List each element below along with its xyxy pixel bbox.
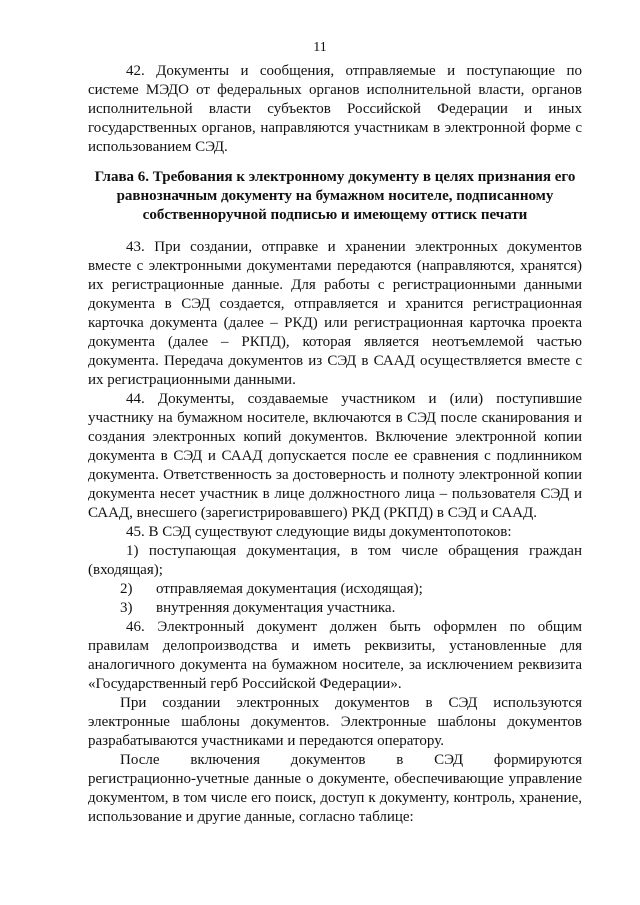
- paragraph-line: системе МЭДО от федеральных органов исполнительной власти, органов: [88, 82, 582, 98]
- paragraph-line: их регистрационными данными.: [88, 372, 296, 388]
- paragraph-line: СААД, внесшего (зарегистрировавшего) РКД (РКПД) в СЭД и СААД.: [88, 505, 538, 521]
- paragraph-line: государственных органов, направляются участникам в электронной форме с: [88, 120, 582, 136]
- paragraph-line: документа. Ответственность за достоверность и полноту электронной копии: [88, 467, 582, 483]
- list-number: 3): [120, 600, 133, 616]
- chapter-heading: [88, 168, 582, 225]
- paragraph-line: документа несет участник в лице должностного лица – пользователя СЭД и: [88, 486, 582, 502]
- paragraph-line: разрабатываются участниками и передаются оператору.: [88, 733, 444, 749]
- list-item-1-cont: (входящая);: [88, 562, 163, 578]
- paragraph-line: документа (далее – РКПД), которая является неотъемлемой частью: [88, 334, 582, 350]
- paragraph-line: их регистрационные данные. Для работы с регистрационными данными: [88, 277, 582, 293]
- paragraph-registration-data: [88, 751, 582, 827]
- paragraph-45: [88, 523, 582, 618]
- paragraph-line: регистрационно-учетные данные о документе, обеспечивающие управление: [88, 771, 582, 787]
- paragraph-line: После включения документов в СЭД формируются: [120, 752, 582, 768]
- list-text: отправляемая документация (исходящая);: [156, 581, 423, 597]
- paragraph-43: [88, 238, 582, 390]
- paragraph-line: 43. При создании, отправке и хранении электронных документов: [126, 239, 582, 255]
- list-item-1: 1) поступающая документация, в том числе обращения граждан: [126, 543, 582, 559]
- heading-line: собственноручной подписью и имеющему оттиск печати: [142, 207, 528, 223]
- paragraph-line: документа в СЭД и СААД допускается после ее сравнения с подлинником: [88, 448, 582, 464]
- paragraph-46: [88, 618, 582, 694]
- paragraph-line: документа. Передача документов из СЭД в СААД осуществляется вместе с: [88, 353, 582, 369]
- paragraph-42: [88, 62, 582, 157]
- paragraph-line: 45. В СЭД существуют следующие виды документопотоков:: [126, 524, 512, 540]
- paragraph-line: вместе с электронными документами передаются (направляются, хранятся): [88, 258, 582, 274]
- list-item-2: [88, 580, 582, 599]
- paragraph-line: исполнительной власти субъектов Российской Федерации и иных: [88, 101, 582, 117]
- paragraph-line: правилам делопроизводства и иметь реквизиты, установленные для: [88, 638, 582, 654]
- paragraph-line: документом, в том числе его поиск, доступ к документу, контроль, хранение,: [88, 790, 582, 806]
- paragraph-templates: [88, 694, 582, 751]
- list-item-3: [88, 599, 582, 618]
- page-number: 11: [313, 40, 327, 55]
- paragraph-line: документа в СЭД создается, отправляется и хранится регистрационная: [88, 296, 582, 312]
- list-number: 2): [120, 581, 133, 597]
- paragraph-line: 44. Документы, создаваемые участником и (или) поступившие: [126, 391, 582, 407]
- paragraph-line: использование и другие данные, согласно таблице:: [88, 809, 414, 825]
- paragraph-line: электронные шаблоны документов. Электронные шаблоны документов: [88, 714, 582, 730]
- heading-line: Глава 6. Требования к электронному документу в целях признания его: [94, 169, 576, 185]
- paragraph-line: использованием СЭД.: [88, 139, 228, 155]
- paragraph-line: 42. Документы и сообщения, отправляемые и поступающие по: [126, 63, 582, 79]
- paragraph-line: При создании электронных документов в СЭД используются: [120, 695, 582, 711]
- paragraph-line: карточка документа (далее – РКД) или регистрационная карточка проекта: [88, 315, 582, 331]
- paragraph-line: 46. Электронный документ должен быть оформлен по общим: [126, 619, 582, 635]
- paragraph-line: «Государственный герб Российской Федерации».: [88, 676, 402, 692]
- list-text: внутренняя документация участника.: [156, 600, 396, 616]
- paragraph-44: [88, 390, 582, 523]
- paragraph-line: аналогичного документа на бумажном носителе, за исключением реквизита: [88, 657, 582, 673]
- paragraph-line: участнику на бумажном носителе, включаются в СЭД после сканирования и: [88, 410, 582, 426]
- heading-line: равнозначным документу на бумажном носителе, подписанному: [116, 188, 554, 204]
- paragraph-line: создания электронных копий документов. Включение электронной копии: [88, 429, 582, 445]
